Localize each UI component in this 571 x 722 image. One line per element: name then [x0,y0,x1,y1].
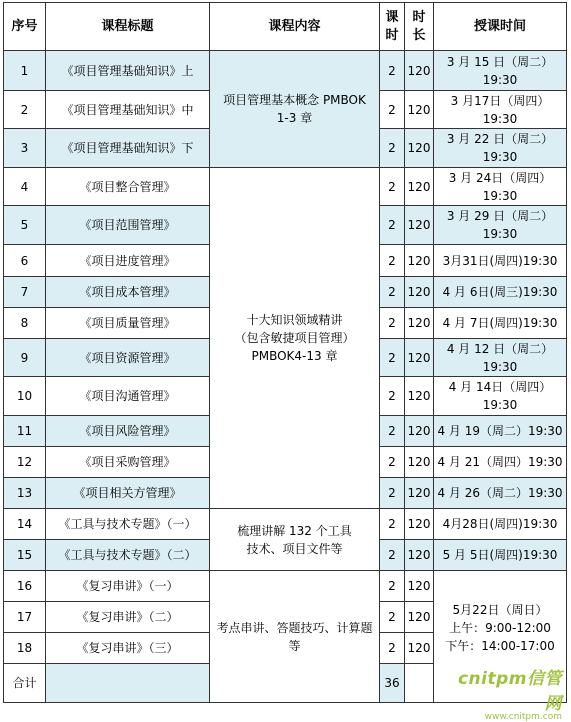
row-duration: 120 [405,308,434,339]
content-line: PMBOK4-13 章 [251,349,338,363]
row-hours: 2 [380,245,405,277]
row-hours: 2 [380,206,405,245]
row-no: 3 [4,129,46,168]
table-row [4,509,567,540]
row-hours: 2 [380,129,405,168]
row-no: 16 [4,571,46,602]
row-duration: 120 [405,478,434,509]
row-time: 3 月 22 日（周二）19:30 [434,129,567,168]
table-row [4,51,567,91]
row-time: 4 月 21（周四）19:30 [434,447,567,478]
row-time: 4 月 12 日（周二）19:30 [434,339,567,377]
row-no: 2 [4,91,46,129]
total-hours: 36 [380,664,405,703]
row-title: 《复习串讲》（二） [46,602,210,633]
row-title: 《项目管理基础知识》下 [46,129,210,168]
row-duration: 120 [405,416,434,447]
review-time-line: 上午：9:00-12:00 [449,620,551,635]
row-duration: 120 [405,602,434,633]
row-title: 《项目资源管理》 [46,339,210,377]
row-title: 《复习串讲》（三） [46,633,210,664]
row-no: 8 [4,308,46,339]
row-no: 7 [4,277,46,308]
row-no: 11 [4,416,46,447]
row-time: 4 月 26（周二）19:30 [434,478,567,509]
row-title: 《项目范围管理》 [46,206,210,245]
row-hours: 2 [380,633,405,664]
table-row [4,571,567,602]
total-duration-empty [405,664,434,703]
row-duration: 120 [405,540,434,571]
row-duration: 120 [405,633,434,664]
row-hours: 2 [380,478,405,509]
row-no: 5 [4,206,46,245]
row-title: 《项目管理基础知识》上 [46,51,210,91]
row-time: 3 月 29 日（周二）19:30 [434,206,567,245]
header-time: 授课时间 [434,3,567,51]
row-hours: 2 [380,602,405,633]
row-duration: 120 [405,447,434,478]
header-hours-text: 课时 [385,9,399,43]
site-watermark [452,664,562,722]
row-duration: 120 [405,51,434,91]
row-title: 《工具与技术专题》（二） [46,540,210,571]
row-title: 《项目管理基础知识》中 [46,91,210,129]
table-row [4,168,567,206]
row-hours: 2 [380,509,405,540]
header-row [4,3,567,51]
content-group-basics: 项目管理基本概念 PMBOK 1-3 章 [210,51,380,168]
header-content: 课程内容 [210,3,380,51]
total-label: 合计 [4,664,46,703]
row-hours: 2 [380,91,405,129]
header-duration [405,3,434,51]
row-no: 4 [4,168,46,206]
row-time: 4月28日(周四)19:30 [434,509,567,540]
row-time: 4 月 6日(周三)19:30 [434,277,567,308]
row-time: 4 月 14日（周四）19:30 [434,377,567,416]
row-title: 《项目采购管理》 [46,447,210,478]
row-time: 3 月 15 日（周二）19:30 [434,51,567,91]
content-group-review: 考点串讲、答题技巧、计算题等 [210,571,380,703]
review-time-line: 5月22日（周日） [452,602,548,617]
row-duration: 120 [405,377,434,416]
row-title: 《复习串讲》（一） [46,571,210,602]
row-hours: 2 [380,447,405,478]
row-duration: 120 [405,206,434,245]
row-hours: 2 [380,277,405,308]
row-hours: 2 [380,540,405,571]
row-title: 《项目质量管理》 [46,308,210,339]
review-time-line: 下午：14:00-17:00 [445,638,555,653]
row-no: 12 [4,447,46,478]
header-title: 课程标题 [46,3,210,51]
row-duration: 120 [405,129,434,168]
row-no: 14 [4,509,46,540]
row-no: 15 [4,540,46,571]
row-hours: 2 [380,308,405,339]
content-group-tools [210,509,380,571]
row-no: 13 [4,478,46,509]
row-no: 9 [4,339,46,377]
header-hours [380,3,405,51]
row-duration: 120 [405,245,434,277]
row-duration: 120 [405,277,434,308]
row-time: 5 月 5日(周四)19:30 [434,540,567,571]
row-time: 4 月 7日(周四)19:30 [434,308,567,339]
row-title: 《项目进度管理》 [46,245,210,277]
watermark-logo-text: cnitpm信管网 [457,669,562,714]
row-hours: 2 [380,51,405,91]
row-duration: 120 [405,168,434,206]
row-hours: 2 [380,571,405,602]
row-time: 3月31日(周四)19:30 [434,245,567,277]
row-hours: 2 [380,168,405,206]
row-no: 17 [4,602,46,633]
watermark-url: www.cnitpm.com [484,712,562,722]
content-group-knowledge-areas [210,168,380,509]
row-duration: 120 [405,509,434,540]
row-title: 《项目风险管理》 [46,416,210,447]
row-duration: 120 [405,571,434,602]
header-duration-text: 时长 [412,9,426,43]
row-duration: 120 [405,91,434,129]
row-time: 4 月 19（周二）19:30 [434,416,567,447]
row-no: 1 [4,51,46,91]
row-no: 18 [4,633,46,664]
row-time: 3 月17日（周四）19:30 [434,91,567,129]
content-line: 梳理讲解 132 个工具 [237,523,352,538]
course-schedule-table [3,2,567,703]
row-time: 3 月 24日（周四）19:30 [434,168,567,206]
row-no: 10 [4,377,46,416]
total-title-empty [46,664,210,703]
content-line: 十大知识领域精讲 [246,313,343,327]
row-hours: 2 [380,339,405,377]
row-duration: 120 [405,339,434,377]
row-hours: 2 [380,416,405,447]
row-title: 《项目成本管理》 [46,277,210,308]
row-title: 《工具与技术专题》（一） [46,509,210,540]
content-line: （包含敏捷项目管理） [234,331,355,345]
row-title: 《项目沟通管理》 [46,377,210,416]
row-no: 6 [4,245,46,277]
content-line: 技术、项目文件等 [246,541,343,556]
row-title: 《项目整合管理》 [46,168,210,206]
header-no: 序号 [4,3,46,51]
row-title: 《项目相关方管理》 [46,478,210,509]
row-hours: 2 [380,377,405,416]
